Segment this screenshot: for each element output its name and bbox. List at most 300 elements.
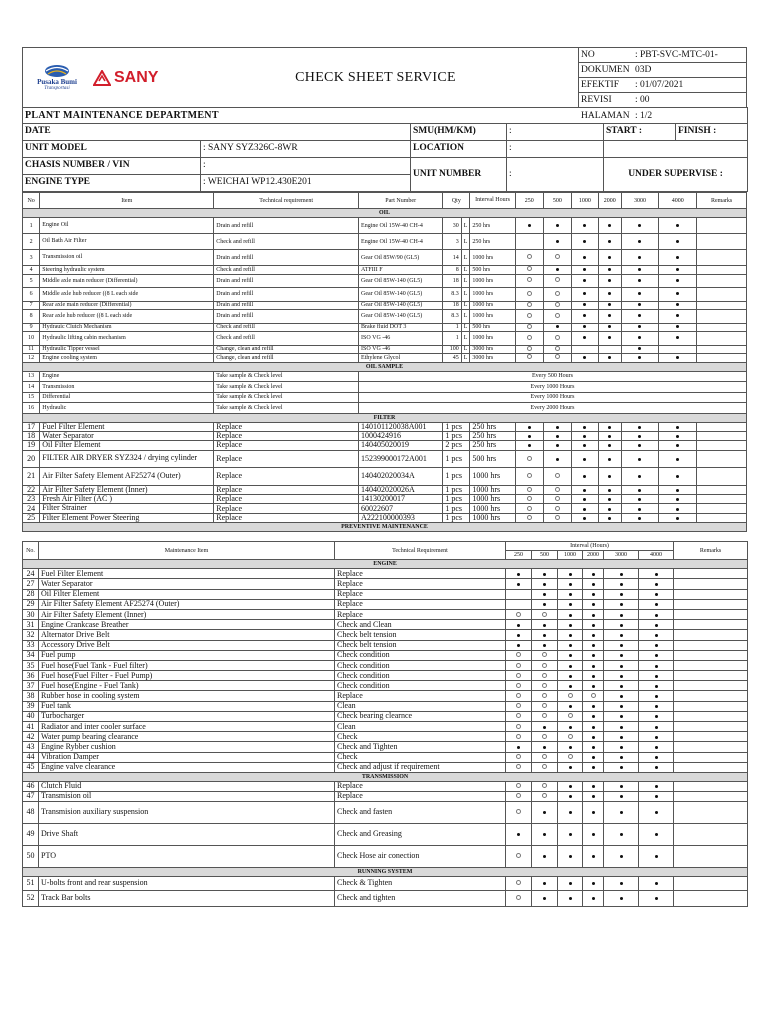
interval-check[interactable] (604, 609, 639, 619)
interval-check[interactable] (583, 890, 604, 906)
interval-check[interactable] (571, 513, 598, 522)
interval-check[interactable] (659, 234, 697, 250)
interval-check[interactable] (639, 609, 674, 619)
interval-check[interactable] (571, 485, 598, 494)
interval-check[interactable] (515, 288, 543, 302)
interval-check[interactable] (506, 890, 532, 906)
interval-check[interactable] (583, 791, 604, 801)
location-field[interactable]: : (507, 141, 604, 158)
interval-check[interactable] (543, 513, 571, 522)
interval-check[interactable] (543, 354, 571, 363)
interval-check[interactable] (639, 722, 674, 732)
interval-check[interactable] (506, 620, 532, 630)
interval-check[interactable] (583, 732, 604, 742)
remarks-field[interactable] (697, 323, 747, 332)
interval-check[interactable] (604, 781, 639, 791)
interval-check[interactable] (583, 609, 604, 619)
interval-check[interactable] (659, 323, 697, 332)
interval-check[interactable] (558, 630, 583, 640)
smu-field[interactable]: : (507, 124, 604, 141)
interval-check[interactable] (558, 781, 583, 791)
interval-check[interactable] (621, 301, 659, 310)
interval-check[interactable] (543, 288, 571, 302)
remarks-field[interactable] (697, 354, 747, 363)
interval-check[interactable] (583, 711, 604, 721)
interval-check[interactable] (558, 599, 583, 609)
remarks-field[interactable] (674, 762, 748, 772)
remarks-field[interactable] (697, 332, 747, 346)
interval-check[interactable] (506, 823, 532, 845)
remarks-field[interactable] (697, 513, 747, 522)
interval-check[interactable] (515, 485, 543, 494)
interval-check[interactable] (604, 630, 639, 640)
remarks-field[interactable] (674, 801, 748, 823)
interval-check[interactable] (621, 218, 659, 234)
interval-check[interactable] (543, 310, 571, 324)
interval-check[interactable] (558, 801, 583, 823)
remarks-field[interactable] (674, 701, 748, 711)
interval-check[interactable] (532, 823, 558, 845)
interval-check[interactable] (621, 467, 659, 485)
interval-check[interactable] (583, 691, 604, 701)
interval-check[interactable] (558, 752, 583, 762)
interval-check[interactable] (543, 467, 571, 485)
interval-check[interactable] (506, 650, 532, 660)
interval-check[interactable] (532, 569, 558, 579)
interval-check[interactable] (532, 650, 558, 660)
interval-check[interactable] (558, 620, 583, 630)
interval-check[interactable] (515, 234, 543, 250)
interval-check[interactable] (506, 579, 532, 589)
remarks-field[interactable] (697, 345, 747, 354)
remarks-field[interactable] (674, 609, 748, 619)
remarks-field[interactable] (674, 823, 748, 845)
interval-check[interactable] (558, 701, 583, 711)
interval-check[interactable] (639, 630, 674, 640)
interval-check[interactable] (583, 845, 604, 867)
interval-check[interactable] (543, 441, 571, 450)
interval-check[interactable] (506, 630, 532, 640)
interval-check[interactable] (639, 701, 674, 711)
interval-check[interactable] (604, 671, 639, 681)
interval-check[interactable] (621, 332, 659, 346)
interval-check[interactable] (659, 467, 697, 485)
interval-check[interactable] (583, 701, 604, 711)
interval-check[interactable] (583, 660, 604, 670)
interval-check[interactable] (543, 450, 571, 467)
interval-check[interactable] (659, 310, 697, 324)
interval-check[interactable] (598, 504, 621, 513)
finish-field[interactable]: FINISH : (676, 124, 748, 141)
interval-check[interactable] (659, 301, 697, 310)
interval-check[interactable] (558, 762, 583, 772)
interval-check[interactable] (659, 332, 697, 346)
interval-check[interactable] (558, 742, 583, 752)
interval-check[interactable] (604, 681, 639, 691)
interval-check[interactable] (571, 345, 598, 354)
interval-check[interactable] (583, 599, 604, 609)
interval-check[interactable] (583, 762, 604, 772)
interval-check[interactable] (506, 640, 532, 650)
interval-check[interactable] (506, 845, 532, 867)
interval-check[interactable] (583, 801, 604, 823)
interval-check[interactable] (639, 589, 674, 599)
remarks-field[interactable] (674, 671, 748, 681)
interval-check[interactable] (558, 722, 583, 732)
interval-check[interactable] (598, 485, 621, 494)
interval-check[interactable] (659, 441, 697, 450)
interval-check[interactable] (558, 660, 583, 670)
remarks-field[interactable] (674, 569, 748, 579)
interval-check[interactable] (583, 781, 604, 791)
interval-check[interactable] (604, 660, 639, 670)
interval-check[interactable] (571, 354, 598, 363)
interval-check[interactable] (583, 742, 604, 752)
remarks-field[interactable] (674, 691, 748, 701)
interval-check[interactable] (515, 310, 543, 324)
interval-check[interactable] (532, 876, 558, 890)
interval-check[interactable] (639, 691, 674, 701)
interval-check[interactable] (621, 250, 659, 266)
interval-check[interactable] (532, 890, 558, 906)
interval-check[interactable] (558, 823, 583, 845)
interval-check[interactable] (515, 441, 543, 450)
interval-check[interactable] (583, 620, 604, 630)
interval-check[interactable] (543, 301, 571, 310)
remarks-field[interactable] (674, 599, 748, 609)
interval-check[interactable] (558, 732, 583, 742)
interval-check[interactable] (639, 823, 674, 845)
interval-check[interactable] (659, 288, 697, 302)
interval-check[interactable] (639, 876, 674, 890)
remarks-field[interactable] (697, 218, 747, 234)
interval-check[interactable] (639, 742, 674, 752)
interval-check[interactable] (604, 701, 639, 711)
remarks-field[interactable] (697, 288, 747, 302)
interval-check[interactable] (532, 742, 558, 752)
interval-check[interactable] (621, 266, 659, 275)
interval-check[interactable] (659, 513, 697, 522)
interval-check[interactable] (583, 650, 604, 660)
interval-check[interactable] (558, 681, 583, 691)
interval-check[interactable] (598, 234, 621, 250)
interval-check[interactable] (543, 274, 571, 288)
interval-check[interactable] (532, 752, 558, 762)
interval-check[interactable] (639, 732, 674, 742)
interval-check[interactable] (543, 504, 571, 513)
remarks-field[interactable] (697, 301, 747, 310)
interval-check[interactable] (532, 691, 558, 701)
interval-check[interactable] (543, 485, 571, 494)
interval-check[interactable] (515, 354, 543, 363)
interval-check[interactable] (583, 722, 604, 732)
interval-check[interactable] (659, 354, 697, 363)
interval-check[interactable] (571, 288, 598, 302)
interval-check[interactable] (532, 681, 558, 691)
interval-check[interactable] (506, 752, 532, 762)
interval-check[interactable] (558, 569, 583, 579)
interval-check[interactable] (598, 332, 621, 346)
remarks-field[interactable] (674, 722, 748, 732)
interval-check[interactable] (659, 422, 697, 431)
interval-check[interactable] (604, 640, 639, 650)
interval-check[interactable] (515, 345, 543, 354)
interval-check[interactable] (621, 504, 659, 513)
interval-check[interactable] (506, 876, 532, 890)
interval-check[interactable] (598, 345, 621, 354)
interval-check[interactable] (532, 609, 558, 619)
interval-check[interactable] (598, 431, 621, 440)
interval-check[interactable] (571, 234, 598, 250)
interval-check[interactable] (515, 450, 543, 467)
interval-check[interactable] (583, 569, 604, 579)
interval-check[interactable] (543, 323, 571, 332)
interval-check[interactable] (571, 274, 598, 288)
remarks-field[interactable] (697, 441, 747, 450)
interval-check[interactable] (506, 791, 532, 801)
interval-check[interactable] (604, 711, 639, 721)
interval-check[interactable] (558, 890, 583, 906)
interval-check[interactable] (515, 332, 543, 346)
interval-check[interactable] (532, 732, 558, 742)
interval-check[interactable] (639, 569, 674, 579)
interval-check[interactable] (558, 609, 583, 619)
interval-check[interactable] (571, 441, 598, 450)
interval-check[interactable] (604, 823, 639, 845)
interval-check[interactable] (558, 845, 583, 867)
interval-check[interactable] (506, 701, 532, 711)
interval-check[interactable] (604, 569, 639, 579)
interval-check[interactable] (598, 495, 621, 504)
remarks-field[interactable] (674, 650, 748, 660)
interval-check[interactable] (598, 422, 621, 431)
interval-check[interactable] (506, 732, 532, 742)
interval-check[interactable] (598, 250, 621, 266)
remarks-field[interactable] (674, 890, 748, 906)
interval-check[interactable] (621, 485, 659, 494)
interval-check[interactable] (515, 274, 543, 288)
interval-check[interactable] (598, 266, 621, 275)
interval-check[interactable] (532, 671, 558, 681)
interval-check[interactable] (515, 323, 543, 332)
interval-check[interactable] (515, 218, 543, 234)
remarks-field[interactable] (697, 467, 747, 485)
interval-check[interactable] (583, 589, 604, 599)
interval-check[interactable] (571, 301, 598, 310)
interval-check[interactable] (543, 345, 571, 354)
interval-check[interactable] (583, 671, 604, 681)
interval-check[interactable] (621, 441, 659, 450)
interval-check[interactable] (604, 620, 639, 630)
interval-check[interactable] (621, 234, 659, 250)
interval-check[interactable] (532, 579, 558, 589)
interval-check[interactable] (621, 513, 659, 522)
interval-check[interactable] (515, 431, 543, 440)
interval-check[interactable] (659, 485, 697, 494)
interval-check[interactable] (532, 599, 558, 609)
interval-check[interactable] (543, 431, 571, 440)
remarks-field[interactable] (697, 422, 747, 431)
interval-check[interactable] (532, 722, 558, 732)
interval-check[interactable] (598, 310, 621, 324)
interval-check[interactable] (659, 504, 697, 513)
remarks-field[interactable] (674, 630, 748, 640)
interval-check[interactable] (604, 589, 639, 599)
interval-check[interactable] (604, 691, 639, 701)
interval-check[interactable] (598, 467, 621, 485)
interval-check[interactable] (598, 323, 621, 332)
remarks-field[interactable] (674, 791, 748, 801)
under-supervise-field[interactable]: UNDER SUPERVISE : (604, 158, 748, 192)
interval-check[interactable] (598, 218, 621, 234)
interval-check[interactable] (543, 234, 571, 250)
interval-check[interactable] (506, 609, 532, 619)
start-field[interactable]: START : (604, 124, 676, 141)
interval-check[interactable] (558, 579, 583, 589)
interval-check[interactable] (598, 301, 621, 310)
interval-check[interactable] (659, 431, 697, 440)
interval-check[interactable] (506, 781, 532, 791)
interval-check[interactable] (515, 467, 543, 485)
interval-check[interactable] (571, 332, 598, 346)
interval-check[interactable] (571, 467, 598, 485)
interval-check[interactable] (515, 504, 543, 513)
remarks-field[interactable] (697, 274, 747, 288)
interval-check[interactable] (604, 876, 639, 890)
interval-check[interactable] (639, 579, 674, 589)
interval-check[interactable] (506, 599, 532, 609)
remarks-field[interactable] (697, 504, 747, 513)
interval-check[interactable] (532, 845, 558, 867)
interval-check[interactable] (571, 431, 598, 440)
interval-check[interactable] (515, 250, 543, 266)
interval-check[interactable] (604, 579, 639, 589)
interval-check[interactable] (621, 288, 659, 302)
interval-check[interactable] (604, 599, 639, 609)
interval-check[interactable] (506, 569, 532, 579)
interval-check[interactable] (639, 650, 674, 660)
interval-check[interactable] (571, 450, 598, 467)
interval-check[interactable] (659, 495, 697, 504)
remarks-field[interactable] (697, 431, 747, 440)
remarks-field[interactable] (697, 495, 747, 504)
interval-check[interactable] (621, 354, 659, 363)
interval-check[interactable] (621, 431, 659, 440)
interval-check[interactable] (558, 876, 583, 890)
interval-check[interactable] (621, 495, 659, 504)
interval-check[interactable] (598, 450, 621, 467)
remarks-field[interactable] (674, 876, 748, 890)
interval-check[interactable] (659, 218, 697, 234)
interval-check[interactable] (659, 450, 697, 467)
interval-check[interactable] (571, 495, 598, 504)
remarks-field[interactable] (674, 781, 748, 791)
interval-check[interactable] (639, 791, 674, 801)
interval-check[interactable] (558, 671, 583, 681)
interval-check[interactable] (532, 762, 558, 772)
interval-check[interactable] (583, 579, 604, 589)
interval-check[interactable] (506, 742, 532, 752)
interval-check[interactable] (532, 781, 558, 791)
interval-check[interactable] (558, 691, 583, 701)
remarks-field[interactable] (697, 485, 747, 494)
interval-check[interactable] (604, 890, 639, 906)
interval-check[interactable] (515, 266, 543, 275)
interval-check[interactable] (543, 250, 571, 266)
interval-check[interactable] (571, 266, 598, 275)
remarks-field[interactable] (674, 660, 748, 670)
remarks-field[interactable] (674, 845, 748, 867)
interval-check[interactable] (558, 589, 583, 599)
interval-check[interactable] (639, 671, 674, 681)
interval-check[interactable] (583, 823, 604, 845)
interval-check[interactable] (558, 650, 583, 660)
interval-check[interactable] (604, 791, 639, 801)
interval-check[interactable] (571, 504, 598, 513)
interval-check[interactable] (621, 422, 659, 431)
chasis-field[interactable]: : (201, 158, 411, 175)
interval-check[interactable] (543, 332, 571, 346)
interval-check[interactable] (571, 323, 598, 332)
interval-check[interactable] (639, 781, 674, 791)
interval-check[interactable] (543, 422, 571, 431)
interval-check[interactable] (506, 711, 532, 721)
interval-check[interactable] (571, 310, 598, 324)
interval-check[interactable] (639, 762, 674, 772)
interval-check[interactable] (583, 752, 604, 762)
interval-check[interactable] (515, 422, 543, 431)
interval-check[interactable] (543, 495, 571, 504)
interval-check[interactable] (532, 660, 558, 670)
interval-check[interactable] (639, 752, 674, 762)
remarks-field[interactable] (674, 681, 748, 691)
interval-check[interactable] (515, 301, 543, 310)
interval-check[interactable] (639, 801, 674, 823)
interval-check[interactable] (515, 513, 543, 522)
remarks-field[interactable] (697, 310, 747, 324)
interval-check[interactable] (532, 791, 558, 801)
interval-check[interactable] (532, 589, 558, 599)
interval-check[interactable] (532, 620, 558, 630)
remarks-field[interactable] (697, 450, 747, 467)
interval-check[interactable] (532, 640, 558, 650)
remarks-field[interactable] (674, 579, 748, 589)
remarks-field[interactable] (674, 589, 748, 599)
interval-check[interactable] (598, 274, 621, 288)
interval-check[interactable] (506, 589, 532, 599)
interval-check[interactable] (583, 681, 604, 691)
interval-check[interactable] (506, 762, 532, 772)
interval-check[interactable] (621, 274, 659, 288)
interval-check[interactable] (558, 640, 583, 650)
interval-check[interactable] (639, 599, 674, 609)
interval-check[interactable] (571, 250, 598, 266)
interval-check[interactable] (604, 722, 639, 732)
interval-check[interactable] (506, 681, 532, 691)
interval-check[interactable] (506, 722, 532, 732)
remarks-field[interactable] (674, 711, 748, 721)
interval-check[interactable] (621, 310, 659, 324)
interval-check[interactable] (543, 218, 571, 234)
interval-check[interactable] (598, 513, 621, 522)
interval-check[interactable] (515, 495, 543, 504)
interval-check[interactable] (532, 801, 558, 823)
remarks-field[interactable] (674, 620, 748, 630)
interval-check[interactable] (639, 620, 674, 630)
interval-check[interactable] (621, 450, 659, 467)
interval-check[interactable] (604, 732, 639, 742)
remarks-field[interactable] (674, 752, 748, 762)
